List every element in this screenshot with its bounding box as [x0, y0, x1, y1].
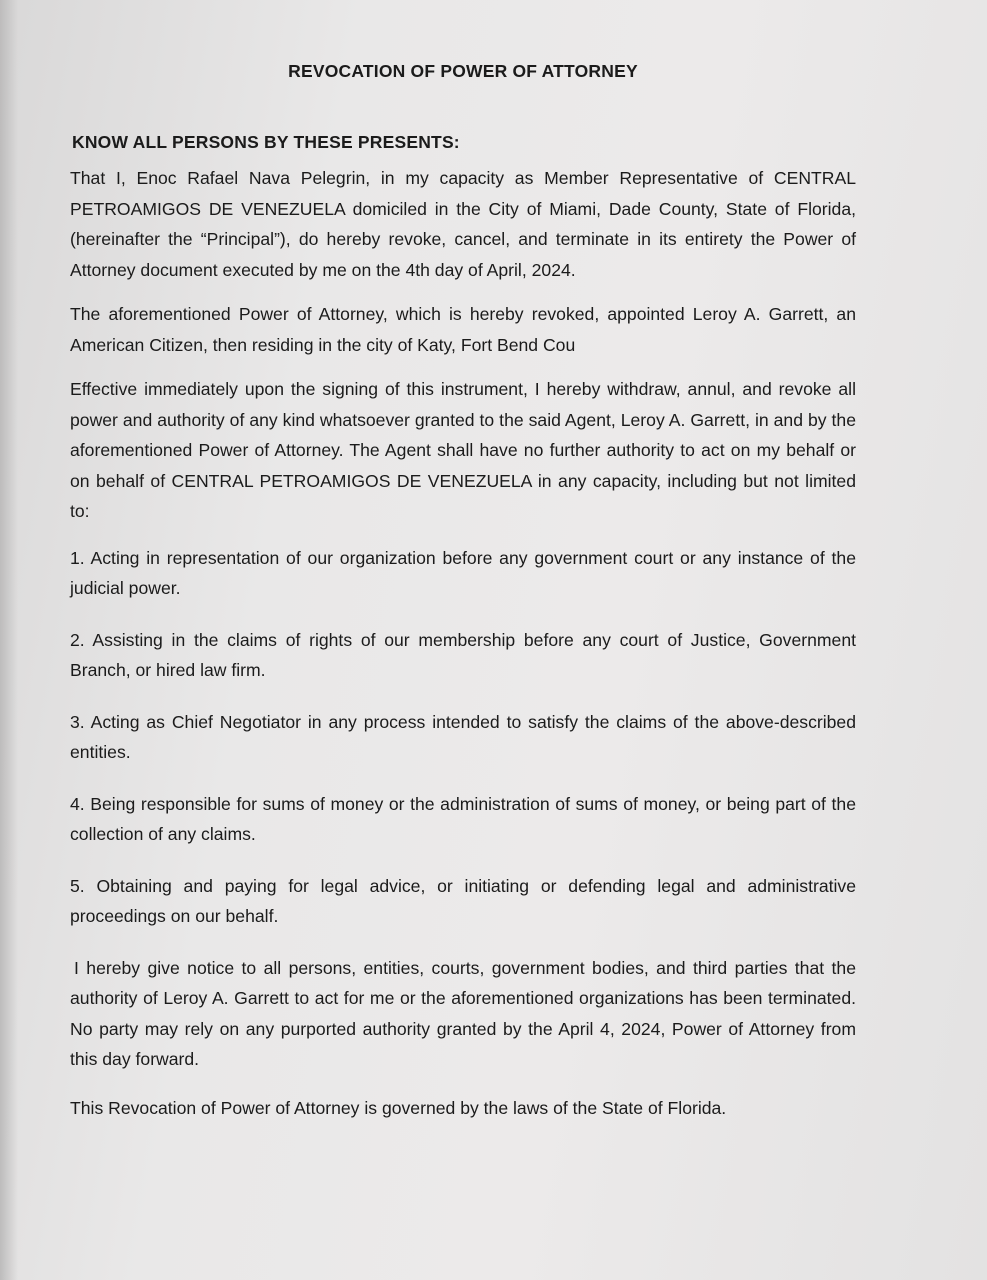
list-item-4: 4. Being responsible for sums of money or the administration of sums of money, or being part of the collection of any claims. — [70, 793, 856, 844]
paragraph-revocation: Effective immediately upon the signing of this instrument, I hereby withdraw, annul, and revoke all power and authority of any kind whatsoever granted to the said Agent, Leroy A. Garrett, in and by the aforementioned Power of Attorney. The Agent shall have no further authority to act on my behalf or on behalf of CENTRAL PETROAMIGOS DE VENEZUELA in any capacity, including but not limited to: — [70, 379, 856, 521]
paragraph-notice: I hereby give notice to all persons, entities, courts, government bodies, and third parties that the authority of Leroy A. Garrett to act for me or the aforementioned organizations has been terminated. No party may rely on any purported authority granted by the April 4, 2024, Power of Attorney from this day forward. — [70, 957, 856, 1069]
document-heading: KNOW ALL PERSONS BY THESE PRESENTS: — [72, 131, 460, 152]
document-title: REVOCATION OF POWER OF ATTORNEY — [288, 61, 638, 81]
list-item-1: 1. Acting in representation of our organization before any government court or any instance of the judicial power. — [70, 547, 856, 598]
paragraph-appointment: The aforementioned Power of Attorney, which is hereby revoked, appointed Leroy A. Garrett, an American Citizen, then residing in the city of Katy, Fort Bend Cou — [70, 304, 856, 355]
page-shadow — [0, 0, 18, 1280]
paragraph-principal: That I, Enoc Rafael Nava Pelegrin, in my capacity as Member Representative of CENTRAL PETROAMIGOS DE VENEZUELA domiciled in the City of Miami, Dade County, State of Florida, (hereinafter the “Principal”), do hereby revoke, cancel, and terminate in its entirety the Power of Attorney document executed by me on the 4th day of April, 2024. — [70, 168, 856, 280]
list-item-2: 2. Assisting in the claims of rights of our membership before any court of Justice, Government Branch, or hired law firm. — [70, 629, 856, 680]
list-item-5: 5. Obtaining and paying for legal advice, or initiating or defending legal and administrative proceedings on our behalf. — [70, 875, 856, 926]
paragraph-governing-law: This Revocation of Power of Attorney is governed by the laws of the State of Florida. — [70, 1097, 727, 1118]
list-item-3: 3. Acting as Chief Negotiator in any process intended to satisfy the claims of the above-described entities. — [70, 711, 856, 762]
document-body — [70, 56, 856, 1139]
